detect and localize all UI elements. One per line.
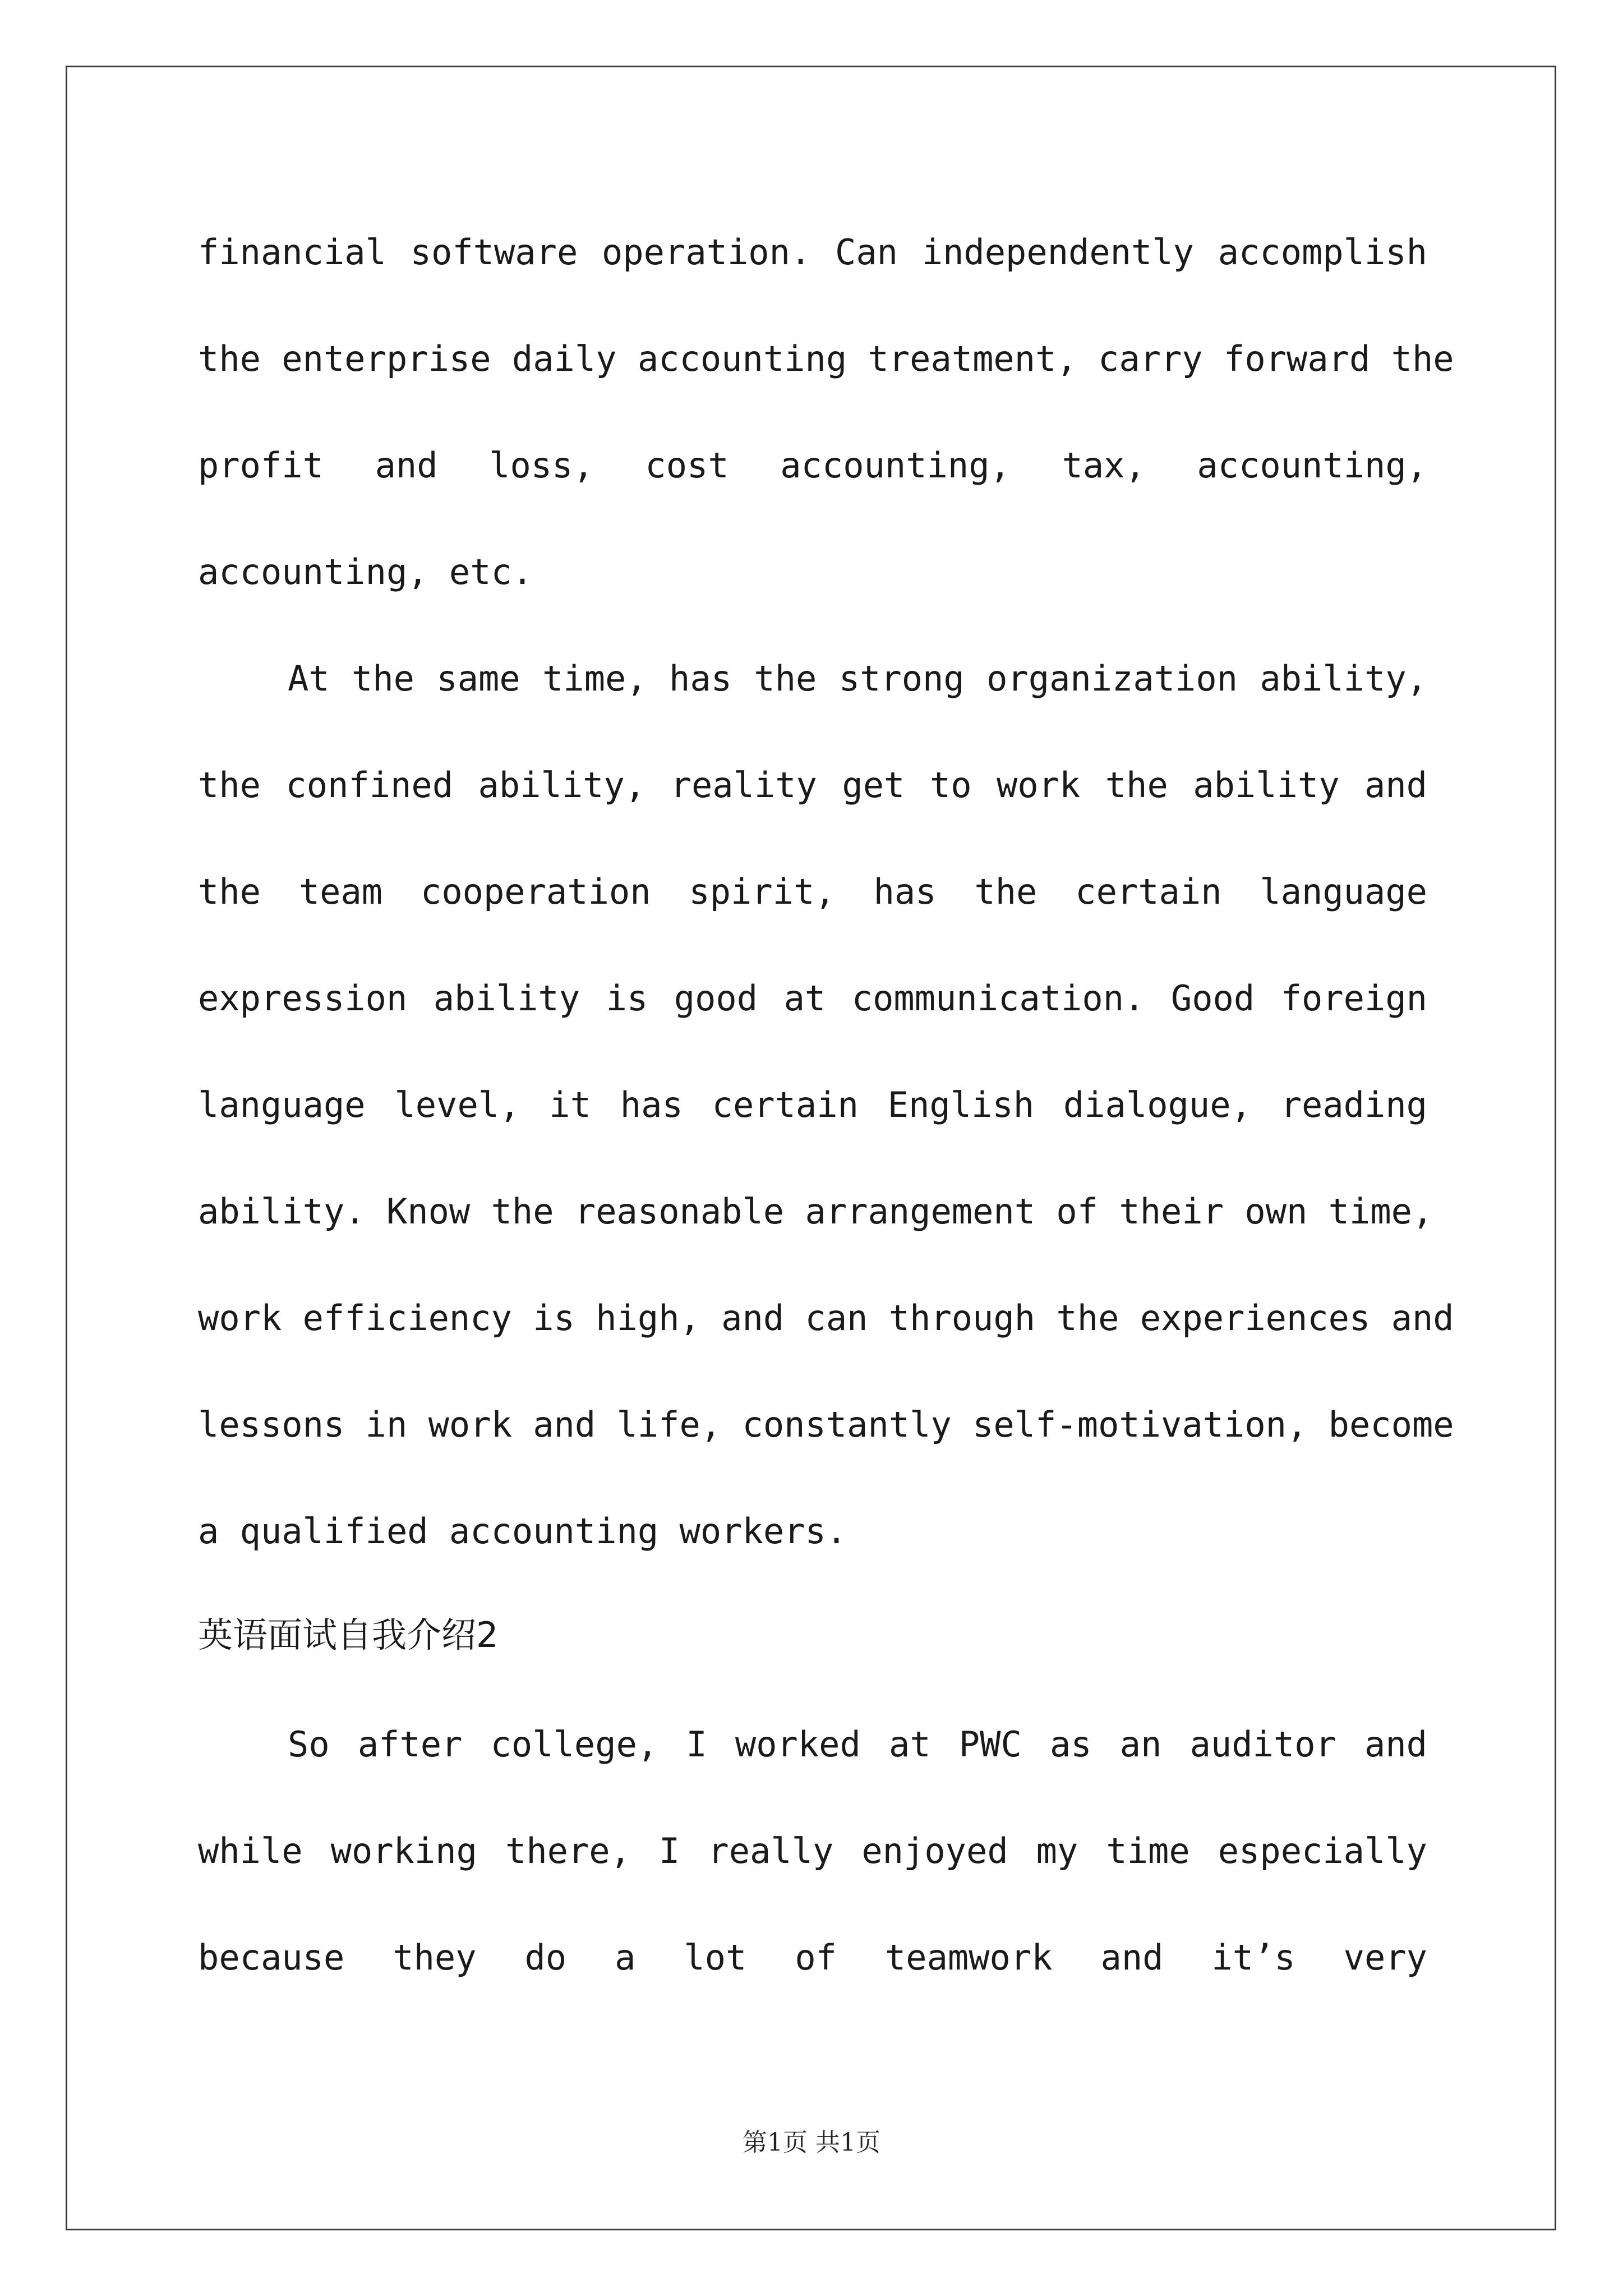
- text-line: the team cooperation spirit, has the certain language: [198, 871, 1427, 912]
- text-line: financial software operation. Can independently accomplish: [198, 232, 1427, 273]
- text-line: profit and loss, cost accounting, tax, accounting,: [198, 445, 1427, 486]
- text-line: language level, it has certain English dialogue, reading: [198, 1084, 1427, 1125]
- text-line: a qualified accounting workers.: [198, 1511, 847, 1552]
- text-line: At the same time, has the strong organization ability,: [288, 658, 1427, 699]
- text-line: So after college, I worked at PWC as an auditor and: [288, 1724, 1427, 1765]
- text-line: accounting, etc.: [198, 551, 533, 592]
- text-line: while working there, I really enjoyed my time especially: [198, 1830, 1427, 1871]
- text-line: ability. Know the reasonable arrangement of their own time,: [198, 1191, 1433, 1232]
- text-line: because they do a lot of teamwork and it’s very: [198, 1937, 1427, 1978]
- text-line: the confined ability, reality get to work the ability and: [198, 765, 1427, 806]
- text-line: expression ability is good at communication. Good foreign: [198, 978, 1427, 1019]
- text-line: the enterprise daily accounting treatment, carry forward the: [198, 338, 1454, 379]
- text-line: lessons in work and life, constantly self-motivation, become: [198, 1404, 1454, 1445]
- text-line: work efficiency is high, and can through the experiences and: [198, 1297, 1454, 1338]
- section-heading: 英语面试自我介绍2: [198, 1614, 499, 1655]
- page-number: 第1页 共1页: [743, 2128, 880, 2157]
- page-border: [66, 66, 1556, 2230]
